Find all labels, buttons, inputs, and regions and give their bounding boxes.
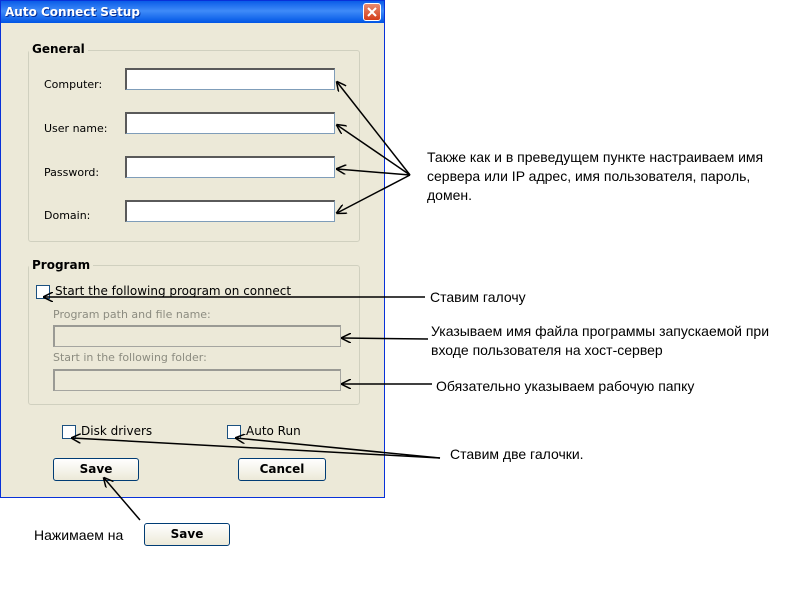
save-button-illustration: Save	[144, 523, 230, 546]
note-two-checkboxes: Ставим две галочки.	[450, 446, 584, 462]
program-path-label: Program path and file name:	[53, 308, 211, 321]
save-button[interactable]: Save	[53, 458, 139, 481]
note-press-save: Нажимаем на	[34, 527, 124, 543]
arrow-to-program-path	[342, 338, 428, 339]
arrow-to-password	[337, 169, 410, 175]
arrow-to-computer	[337, 82, 410, 175]
note-working-folder: Обязательно указываем рабочую папку	[436, 378, 695, 394]
auto-run-label: Auto Run	[246, 424, 301, 438]
program-group-label: Program	[29, 258, 93, 272]
username-label: User name:	[44, 122, 108, 135]
computer-label: Computer:	[44, 78, 103, 91]
note-checkbox: Ставим галочу	[430, 289, 526, 305]
arrow-to-save	[104, 478, 140, 520]
password-label: Password:	[44, 166, 100, 179]
arrow-to-domain	[337, 175, 410, 213]
note-program-file: Указываем имя файла программы запускаемой при входе пользователя на хост-сервер	[431, 323, 770, 358]
note-server-settings: Также как и в преведущем пункте настраиваем имя сервера или IP адрес, имя пользователя, пароль, домен.	[427, 149, 764, 203]
cancel-button[interactable]: Cancel	[238, 458, 326, 481]
start-program-label: Start the following program on connect	[55, 284, 292, 298]
arrow-to-username	[337, 125, 410, 175]
disk-drivers-label: Disk drivers	[81, 424, 153, 438]
general-group-label: General	[29, 42, 88, 56]
start-folder-label: Start in the following folder:	[53, 351, 207, 364]
domain-label: Domain:	[44, 209, 91, 222]
window-title: Auto Connect Setup	[5, 5, 140, 19]
arrow-to-disk-drivers	[72, 438, 440, 458]
